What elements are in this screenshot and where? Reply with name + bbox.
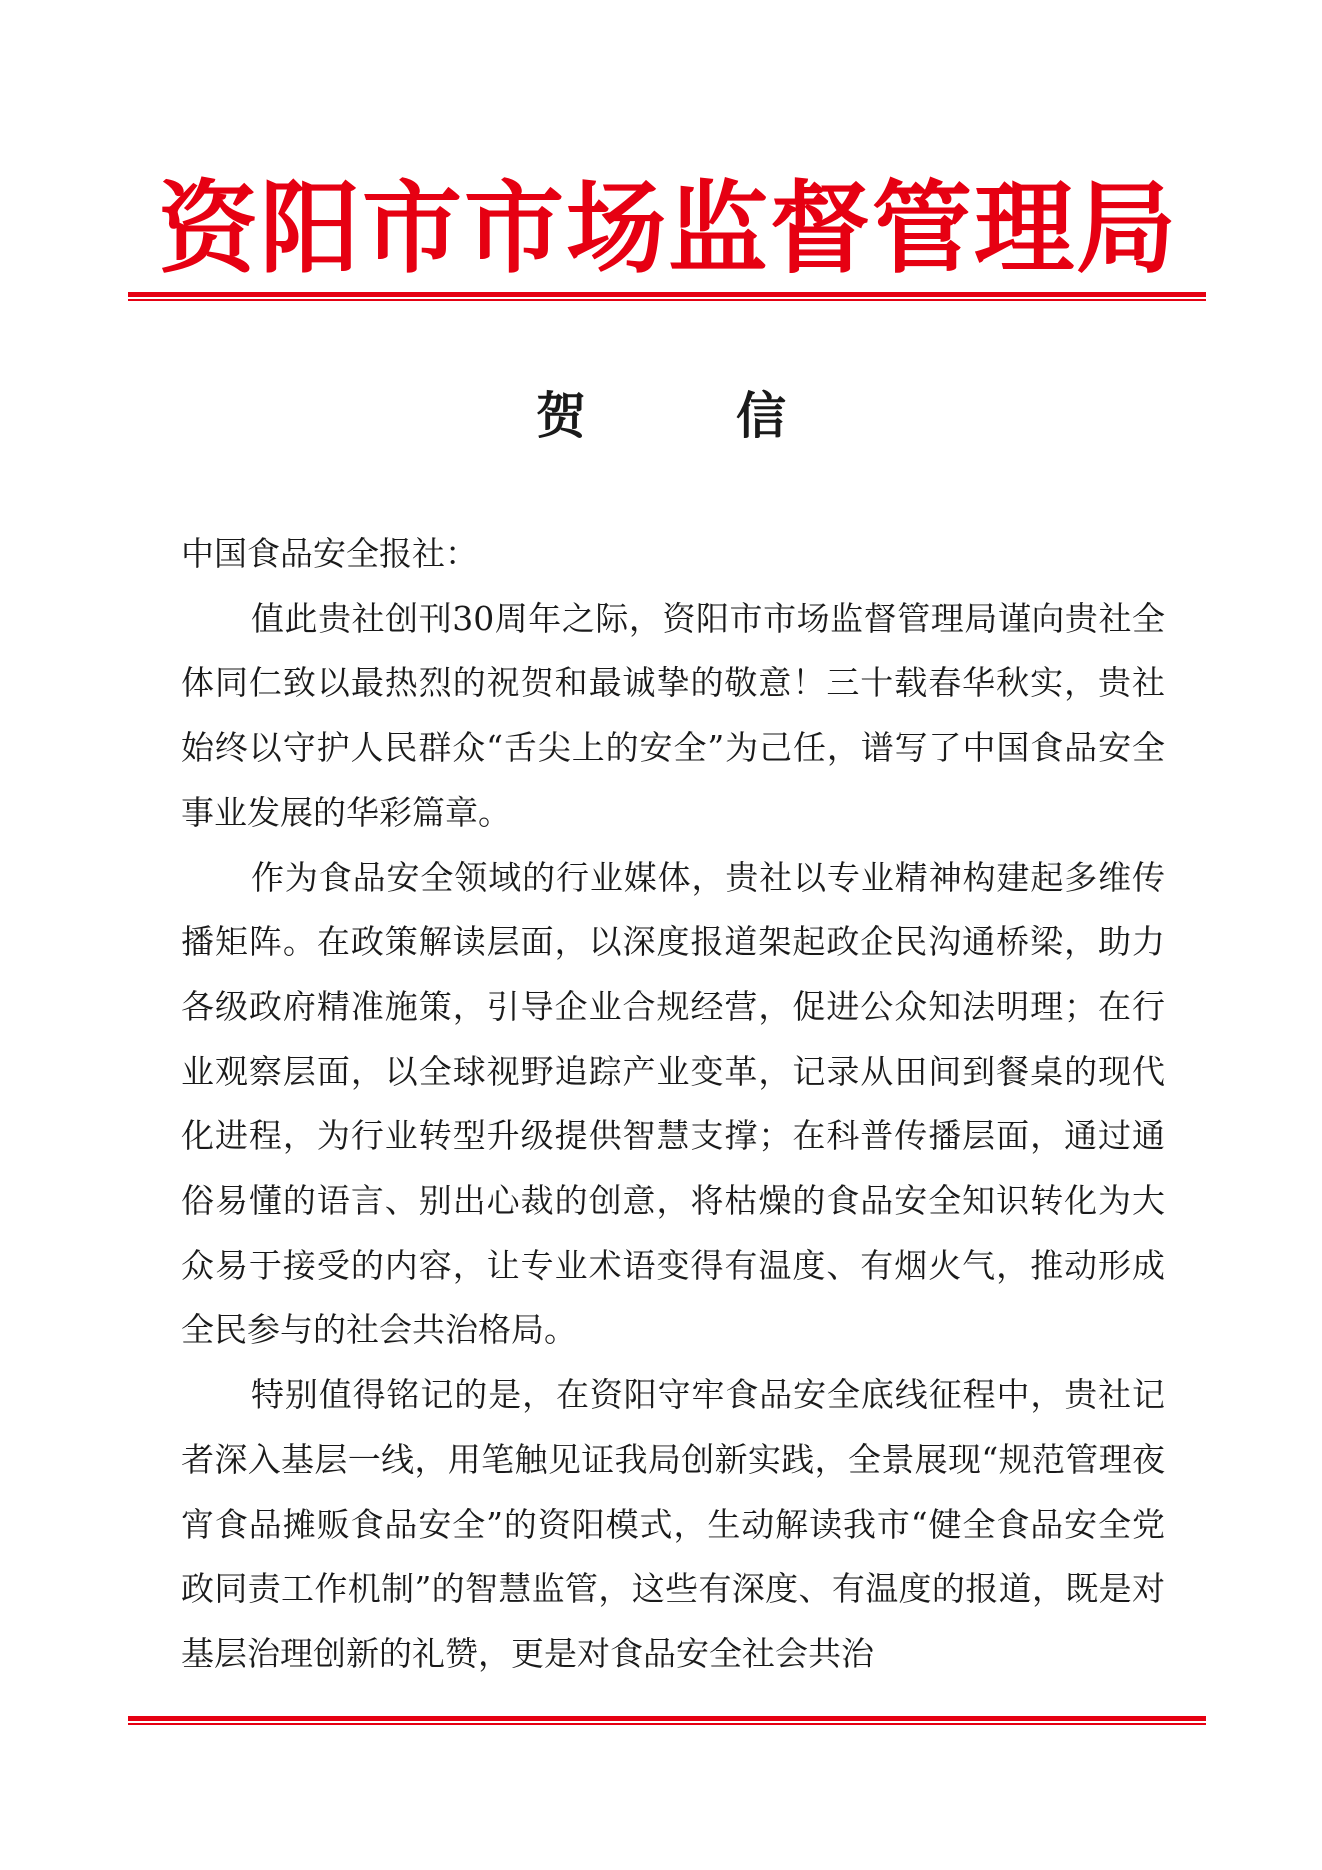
letter-paragraph-2: 作为食品安全领域的行业媒体，贵社以专业精神构建起多维传播矩阵。在政策解读层面，以深度报道架起政企民沟通桥梁，助力各级政府精准施策，引导企业合规经营，促进公众知法明理；在行业观察层面，以全球视野追踪产业变革，记录从田间到餐桌的现代化进程，为行业转型升级提供智慧支撑；在科普传播层面，通过通俗易懂的语言、别出心裁的创意，将枯燥的食品安全知识转化为大众易于接受的内容，让专业术语变得有温度、有烟火气，推动形成全民参与的社会共治格局。 (181, 857, 1165, 1350)
letter-title-char-1: 贺 (536, 386, 586, 445)
letter-title (0, 386, 1322, 446)
letter-paragraph-3: 特别值得铭记的是，在资阳守牢食品安全底线征程中，贵社记者深入基层一线，用笔触见证我局创新实践，全景展现“规范管理夜宵食品摊贩食品安全”的资阳模式，生动解读我市“健全食品安全党政同责工作机制”的智慧监管，这些有深度、有温度的报道，既是对基层治理创新的礼赞，更是对食品安全社会共治 (181, 1375, 1165, 1673)
letterhead-org-name: 资阳市市场监督管理局 (158, 169, 1178, 287)
footer-rule (128, 1716, 1206, 1725)
letter-paragraph-1: 值此贵社创刊30周年之际，资阳市市场监督管理局谨向贵社全体同仁致以最热烈的祝贺和最诚挚的敬意！三十载春华秋实，贵社始终以守护人民群众“舌尖上的安全”为己任，谱写了中国食品安全事业发展的华彩篇章。 (181, 598, 1165, 832)
letterhead-top-rule (128, 292, 1206, 301)
letter-body (181, 522, 1165, 1687)
letter-salutation: 中国食品安全报社： (181, 534, 478, 573)
letter-title-char-2: 信 (736, 386, 786, 445)
